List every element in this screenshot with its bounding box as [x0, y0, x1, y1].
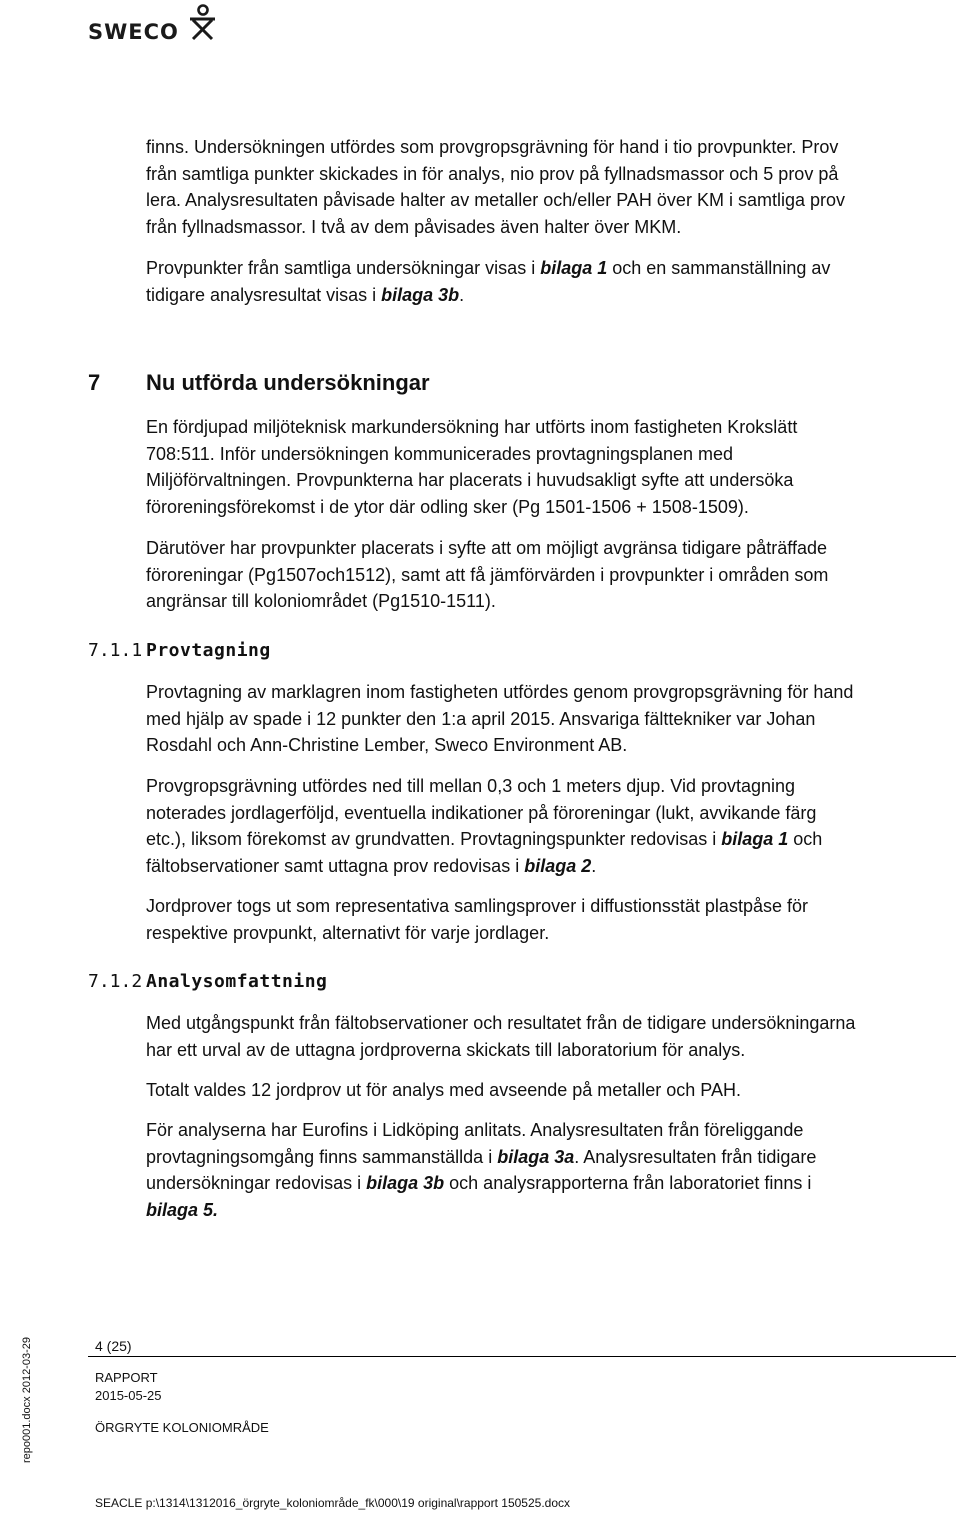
- page-number: 4 (25): [95, 1338, 132, 1354]
- sweco-symbol-icon: [182, 4, 220, 42]
- section7-paragraph-2: [146, 535, 956, 615]
- text-line: angränsar till koloniområdet (Pg1510-1511).: [146, 591, 496, 611]
- text: etc.), liksom förekomst av grundvatten. Provtagningspunkter redovisas i: [146, 829, 722, 849]
- footer-divider: [88, 1356, 956, 1357]
- section712-paragraph-1: [146, 1010, 956, 1063]
- attachment-ref: bilaga 5.: [146, 1199, 219, 1220]
- text-line: [146, 282, 956, 309]
- text-line: Miljöförvaltningen. Provpunkterna har placerats i huvudsakligt syfte att undersöka: [146, 470, 794, 490]
- file-path: SEACLE p:\1314\1312016_örgryte_koloniområde_fk\000\19 original\rapport 150525.docx: [95, 1496, 570, 1510]
- attachment-ref: bilaga 3b: [381, 284, 460, 305]
- text-line: lera. Analysresultaten påvisade halter av metaller och/eller PAH över KM i samtliga prov: [146, 190, 845, 210]
- subsection-number: 7.1.2: [88, 971, 143, 992]
- text-line: 708:511. Inför undersökningen kommunicerades provtagningsplanen med: [146, 443, 734, 464]
- text-line: [146, 1170, 956, 1197]
- subsection-heading: Analysomfattning: [146, 971, 328, 992]
- text-line: Provgropsgrävning utfördes ned till mellan 0,3 och 1 meters djup. Vid provtagning: [146, 776, 796, 796]
- text: undersökningar redovisas i: [146, 1173, 367, 1193]
- text-line: Totalt valdes 12 jordprov ut för analys med avseende på metaller och PAH.: [146, 1080, 741, 1100]
- section712-paragraph-3: [146, 1117, 956, 1223]
- text: .: [459, 284, 465, 305]
- section711-paragraph-2: [146, 773, 956, 879]
- text-line: föroreningar (Pg1507och1512), samt att få jämförvärden i provpunkter i områden som: [146, 564, 829, 585]
- text-line: [146, 1197, 956, 1224]
- text-line: [146, 826, 956, 853]
- subsection-heading: Provtagning: [146, 640, 271, 661]
- text-line: Jordprover togs ut som representativa samlingsprover i diffustionsstät plastpåse för: [146, 896, 808, 916]
- intro-paragraph-2: [146, 255, 956, 308]
- text-line: finns. Undersökningen utfördes som provgropsgrävning för hand i tio provpunkter. Prov: [146, 137, 839, 157]
- section711-paragraph-3: [146, 893, 956, 946]
- template-id: repo001.docx 2012-03-29: [21, 1337, 33, 1463]
- sweco-logo: [88, 4, 218, 44]
- text-line: Med utgångspunkt från fältobservationer och resultatet från de tidigare undersökningarna: [146, 1013, 856, 1033]
- attachment-ref: bilaga 1: [721, 829, 789, 849]
- section712-paragraph-2: [146, 1077, 956, 1104]
- attachment-ref: bilaga 1: [540, 258, 608, 278]
- section-number: 7: [88, 370, 101, 395]
- logo-wordmark: SWECO: [88, 20, 179, 44]
- text-line: Därutöver har provpunkter placerats i syfte att om möjligt avgränsa tidigare påträffade: [146, 538, 828, 558]
- project-name: ÖRGRYTE KOLONIOMRÅDE: [95, 1420, 269, 1435]
- subsection-number: 7.1.1: [88, 640, 143, 661]
- text: och en sammanställning av: [607, 258, 831, 278]
- attachment-ref: bilaga 3a: [497, 1146, 575, 1167]
- text-line: För analyserna har Eurofins i Lidköping anlitats. Analysresultaten från föreliggande: [146, 1120, 804, 1140]
- text: och analysrapporterna från laboratoriet finns i: [444, 1173, 812, 1193]
- text-line: Provtagning av marklagren inom fastigheten utfördes genom provgropsgrävning för hand: [146, 682, 854, 702]
- section7-paragraph-1: [146, 414, 956, 520]
- text-line: [146, 853, 956, 880]
- text-line: En fördjupad miljöteknisk markundersökning har utförts inom fastigheten Krokslätt: [146, 417, 798, 437]
- section-heading: Nu utförda undersökningar: [146, 370, 430, 395]
- text-line: noterades jordlagerföljd, eventuella indikationer på föroreningar (lukt, avvikande färg: [146, 802, 817, 823]
- document-type: RAPPORT: [95, 1370, 158, 1385]
- text: fältobservationer samt uttagna prov redovisas i: [146, 855, 525, 876]
- text: provtagningsomgång finns sammanställda i: [146, 1146, 498, 1167]
- text: tidigare analysresultat visas i: [146, 284, 382, 305]
- text-line: [146, 255, 956, 282]
- document-date: 2015-05-25: [95, 1388, 162, 1403]
- text-line: [146, 1144, 956, 1171]
- text: . Analysresultaten från tidigare: [574, 1146, 817, 1167]
- section711-paragraph-1: [146, 679, 956, 759]
- text: .: [591, 855, 597, 876]
- text-line: Rosdahl och Ann-Christine Lember, Sweco Environment AB.: [146, 735, 628, 755]
- text-line: från fyllnadsmassor. I två av dem påvisades även halter över MKM.: [146, 216, 682, 237]
- text-line: föroreningsförekomst i de ytor där odling sker (Pg 1501-1506 + 1508-1509).: [146, 496, 749, 517]
- attachment-ref: bilaga 2: [524, 855, 592, 876]
- intro-paragraph-1: [146, 134, 956, 240]
- text-line: har ett urval av de uttagna jordproverna skickats till laboratorium för analys.: [146, 1039, 746, 1060]
- text-line: respektive provpunkt, alternativt för varje jordlager.: [146, 922, 550, 943]
- text: Provpunkter från samtliga undersökningar visas i: [146, 258, 541, 278]
- text: och: [788, 829, 823, 849]
- attachment-ref: bilaga 3b: [366, 1173, 445, 1193]
- text-line: med hjälp av spade i 12 punkter den 1:a april 2015. Ansvariga fälttekniker var Johan: [146, 708, 816, 729]
- text-line: från samtliga punkter skickades in för analys, nio prov på fyllnadsmassor och 5 prov på: [146, 163, 839, 184]
